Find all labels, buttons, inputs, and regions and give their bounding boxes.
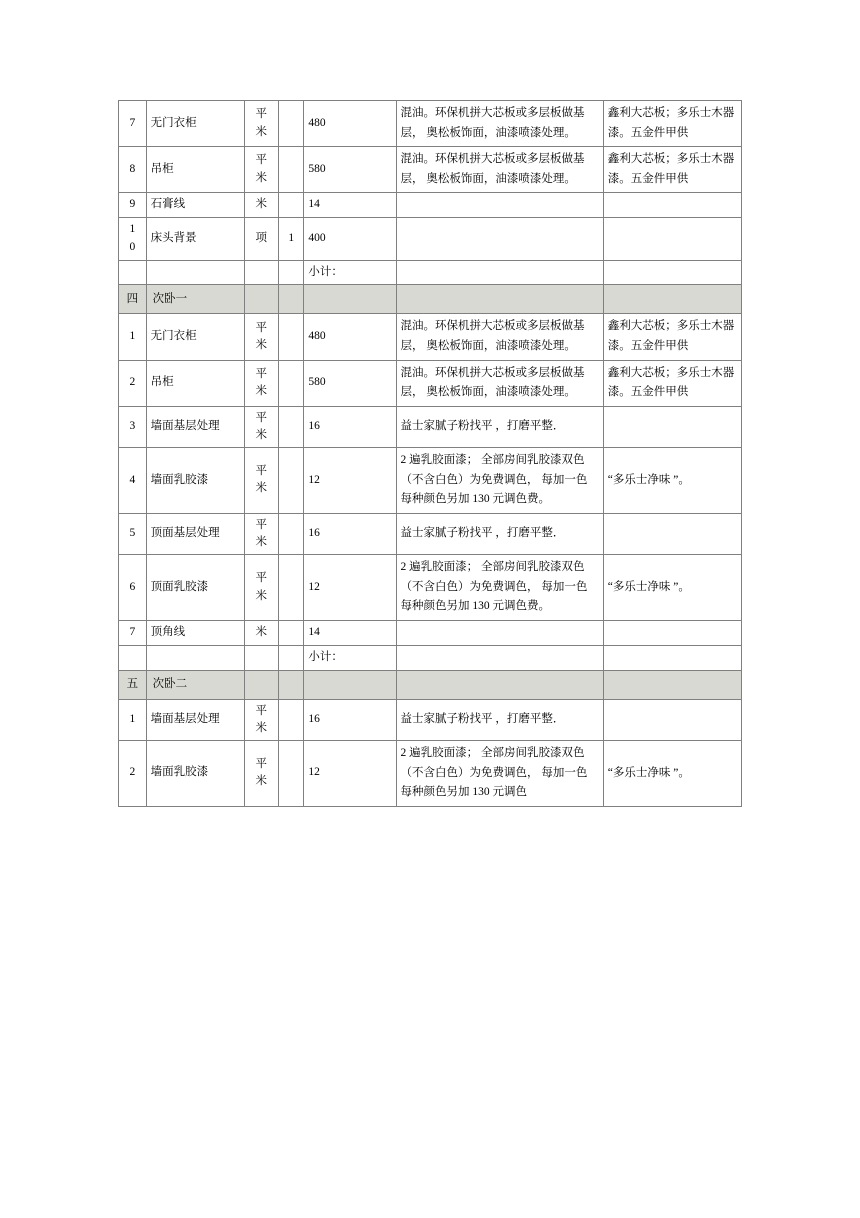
- row-quantity-cell: [279, 260, 304, 285]
- row-name-cell: 顶面基层处理: [146, 513, 244, 555]
- table-row: [119, 741, 742, 807]
- row-index-cell: 5: [119, 513, 147, 555]
- row-name-cell: 次卧二: [146, 670, 244, 699]
- row-note-cell: [603, 285, 741, 314]
- row-unit-cell: 平 米: [244, 555, 279, 621]
- row-spec-cell: 2 遍乳胶面漆； 全部房间乳胶漆双色（不含白色）为免费调色， 每加一色每种颜色另加 130 元调色费。: [396, 448, 603, 514]
- row-name-cell: 吊柜: [146, 147, 244, 193]
- row-price-cell: 12: [304, 741, 396, 807]
- row-subtotal-label: 小计：: [304, 260, 396, 285]
- row-note-cell: [603, 260, 741, 285]
- row-quantity-cell: [279, 314, 304, 360]
- table-section-row: [119, 670, 742, 699]
- row-unit-cell: [244, 670, 279, 699]
- row-quantity-cell: [279, 670, 304, 699]
- row-unit-cell: 平 米: [244, 699, 279, 741]
- table-row: [119, 406, 742, 448]
- row-price-cell: 14: [304, 193, 396, 218]
- row-quantity-cell: [279, 620, 304, 645]
- row-spec-cell: 益士家腻子粉找平 ，打磨平整．: [396, 406, 603, 448]
- row-spec-cell: 2 遍乳胶面漆； 全部房间乳胶漆双色（不含白色）为免费调色， 每加一色每种颜色另加 130 元调色: [396, 741, 603, 807]
- row-price-cell: 400: [304, 218, 396, 261]
- row-price-cell: 16: [304, 406, 396, 448]
- row-index-cell: 五: [119, 670, 147, 699]
- row-spec-cell: [396, 285, 603, 314]
- row-quantity-cell: 1: [279, 218, 304, 261]
- table-body: [119, 101, 742, 807]
- row-spec-cell: [396, 620, 603, 645]
- row-name-cell: [146, 645, 244, 670]
- row-name-cell: 无门衣柜: [146, 101, 244, 147]
- table-row: [119, 218, 742, 261]
- row-spec-cell: 2 遍乳胶面漆； 全部房间乳胶漆双色（不含白色）为免费调色， 每加一色每种颜色另加 130 元调色费。: [396, 555, 603, 621]
- row-quantity-cell: [279, 741, 304, 807]
- row-note-cell: [603, 699, 741, 741]
- row-index-cell: 7: [119, 620, 147, 645]
- row-price-cell: 14: [304, 620, 396, 645]
- row-unit-cell: [244, 285, 279, 314]
- row-name-cell: 石膏线: [146, 193, 244, 218]
- row-unit-cell: 项: [244, 218, 279, 261]
- row-name-cell: 顶角线: [146, 620, 244, 645]
- row-note-cell: 鑫利大芯板；多乐士木器漆。五金件甲供: [603, 147, 741, 193]
- quotation-table: [118, 100, 742, 807]
- row-spec-cell: [396, 193, 603, 218]
- row-index-cell: [119, 645, 147, 670]
- row-spec-cell: 益士家腻子粉找平 ，打磨平整．: [396, 699, 603, 741]
- row-price-cell: [304, 670, 396, 699]
- row-quantity-cell: [279, 645, 304, 670]
- row-note-cell: [603, 406, 741, 448]
- row-note-cell: “多乐士净味 ”。: [603, 448, 741, 514]
- row-unit-cell: 米: [244, 620, 279, 645]
- row-index-cell: 6: [119, 555, 147, 621]
- row-index-cell: 2: [119, 741, 147, 807]
- row-index-cell: 1 0: [119, 218, 147, 261]
- row-quantity-cell: [279, 193, 304, 218]
- row-unit-cell: 平 米: [244, 513, 279, 555]
- row-spec-cell: [396, 260, 603, 285]
- row-spec-cell: [396, 645, 603, 670]
- row-quantity-cell: [279, 101, 304, 147]
- row-name-cell: 次卧一: [146, 285, 244, 314]
- row-index-cell: 1: [119, 314, 147, 360]
- row-spec-cell: 混油。环保机拼大芯板或多层板做基层， 奥松板饰面，油漆喷漆处理。: [396, 101, 603, 147]
- row-note-cell: “多乐士净味 ”。: [603, 741, 741, 807]
- table-row: [119, 314, 742, 360]
- row-quantity-cell: [279, 406, 304, 448]
- row-spec-cell: [396, 670, 603, 699]
- row-name-cell: 墙面基层处理: [146, 699, 244, 741]
- row-quantity-cell: [279, 513, 304, 555]
- row-quantity-cell: [279, 285, 304, 314]
- row-name-cell: 床头背景: [146, 218, 244, 261]
- row-unit-cell: 平 米: [244, 741, 279, 807]
- row-quantity-cell: [279, 360, 304, 406]
- table-row: [119, 193, 742, 218]
- row-index-cell: 9: [119, 193, 147, 218]
- row-index-cell: 7: [119, 101, 147, 147]
- row-subtotal-label: 小计：: [304, 645, 396, 670]
- row-index-cell: [119, 260, 147, 285]
- row-note-cell: 鑫利大芯板；多乐士木器漆。五金件甲供: [603, 360, 741, 406]
- row-spec-cell: 益士家腻子粉找平 ，打磨平整．: [396, 513, 603, 555]
- row-name-cell: 吊柜: [146, 360, 244, 406]
- row-name-cell: 墙面乳胶漆: [146, 741, 244, 807]
- table-row: [119, 513, 742, 555]
- row-unit-cell: 平 米: [244, 360, 279, 406]
- row-spec-cell: 混油。环保机拼大芯板或多层板做基层， 奥松板饰面，油漆喷漆处理。: [396, 360, 603, 406]
- row-note-cell: 鑫利大芯板；多乐士木器漆。五金件甲供: [603, 101, 741, 147]
- table-section-row: [119, 285, 742, 314]
- row-spec-cell: [396, 218, 603, 261]
- row-price-cell: 16: [304, 699, 396, 741]
- table-subtotal-row: [119, 645, 742, 670]
- row-name-cell: 墙面乳胶漆: [146, 448, 244, 514]
- row-price-cell: 16: [304, 513, 396, 555]
- row-unit-cell: 平 米: [244, 314, 279, 360]
- row-spec-cell: 混油。环保机拼大芯板或多层板做基层， 奥松板饰面，油漆喷漆处理。: [396, 147, 603, 193]
- row-index-cell: 2: [119, 360, 147, 406]
- row-note-cell: [603, 218, 741, 261]
- row-note-cell: [603, 513, 741, 555]
- row-unit-cell: 平 米: [244, 101, 279, 147]
- row-quantity-cell: [279, 699, 304, 741]
- row-note-cell: [603, 193, 741, 218]
- row-name-cell: 无门衣柜: [146, 314, 244, 360]
- row-price-cell: [304, 285, 396, 314]
- row-quantity-cell: [279, 147, 304, 193]
- row-price-cell: 580: [304, 360, 396, 406]
- row-price-cell: 12: [304, 555, 396, 621]
- table-row: [119, 448, 742, 514]
- row-unit-cell: 平 米: [244, 448, 279, 514]
- row-note-cell: [603, 670, 741, 699]
- table-row: [119, 147, 742, 193]
- row-spec-cell: 混油。环保机拼大芯板或多层板做基层， 奥松板饰面，油漆喷漆处理。: [396, 314, 603, 360]
- row-name-cell: [146, 260, 244, 285]
- row-index-cell: 1: [119, 699, 147, 741]
- row-index-cell: 4: [119, 448, 147, 514]
- table-row: [119, 360, 742, 406]
- row-price-cell: 480: [304, 314, 396, 360]
- row-index-cell: 8: [119, 147, 147, 193]
- row-name-cell: 墙面基层处理: [146, 406, 244, 448]
- row-index-cell: 3: [119, 406, 147, 448]
- table-row: [119, 555, 742, 621]
- row-price-cell: 580: [304, 147, 396, 193]
- row-note-cell: [603, 620, 741, 645]
- row-price-cell: 12: [304, 448, 396, 514]
- row-quantity-cell: [279, 448, 304, 514]
- row-index-cell: 四: [119, 285, 147, 314]
- row-note-cell: [603, 645, 741, 670]
- row-note-cell: 鑫利大芯板；多乐士木器漆。五金件甲供: [603, 314, 741, 360]
- row-unit-cell: [244, 260, 279, 285]
- table-row: [119, 101, 742, 147]
- row-price-cell: 480: [304, 101, 396, 147]
- row-unit-cell: [244, 645, 279, 670]
- row-quantity-cell: [279, 555, 304, 621]
- row-unit-cell: 米: [244, 193, 279, 218]
- table-row: [119, 620, 742, 645]
- row-unit-cell: 平 米: [244, 147, 279, 193]
- table-subtotal-row: [119, 260, 742, 285]
- row-name-cell: 顶面乳胶漆: [146, 555, 244, 621]
- row-note-cell: “多乐士净味 ”。: [603, 555, 741, 621]
- row-unit-cell: 平 米: [244, 406, 279, 448]
- table-row: [119, 699, 742, 741]
